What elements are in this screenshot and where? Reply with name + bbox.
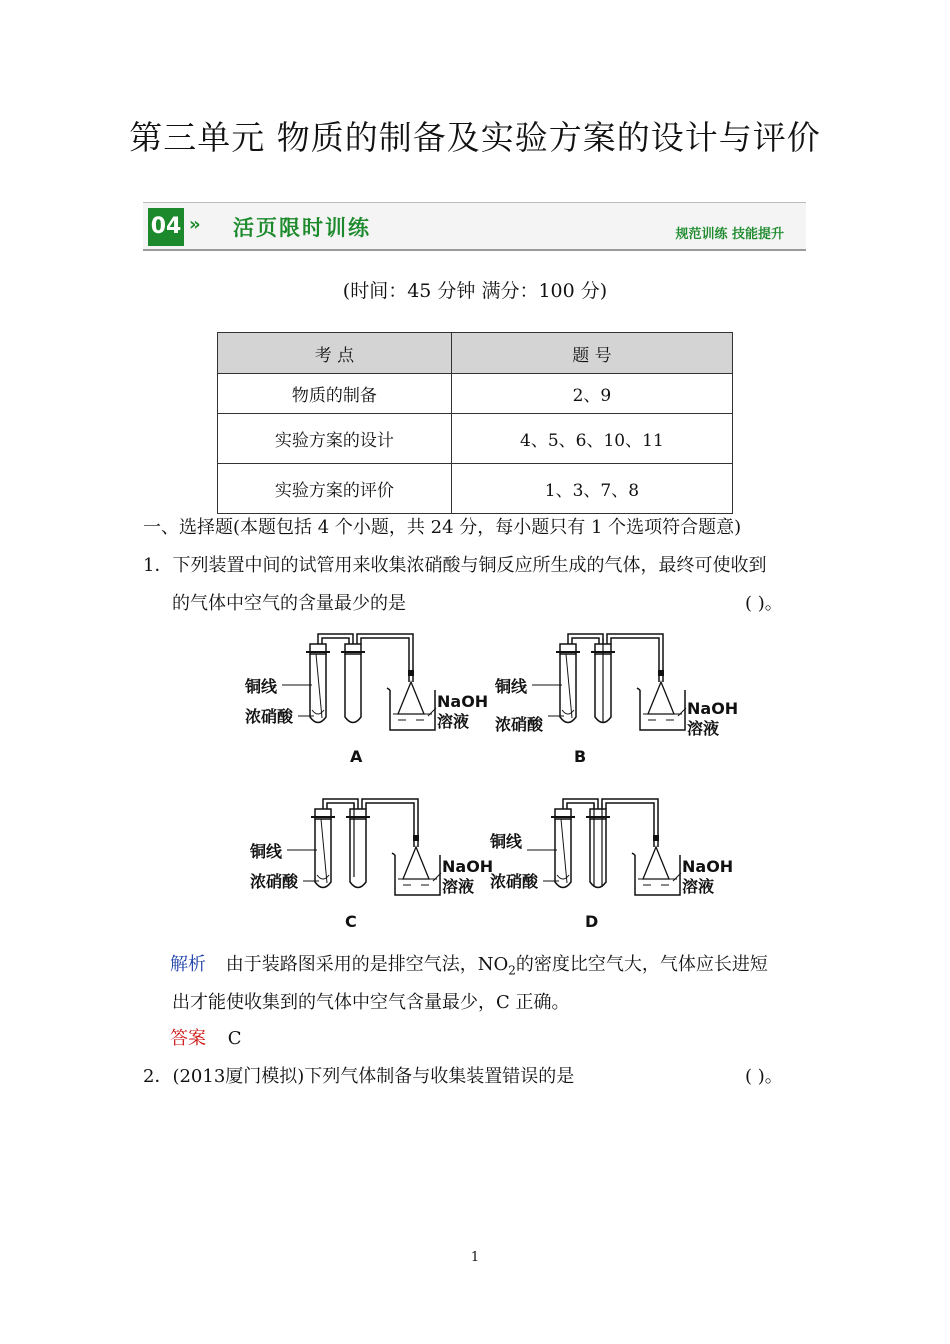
table-cell-numbers: 4、5、6、10、11 xyxy=(451,414,732,464)
topics-table xyxy=(217,332,733,514)
label-copper-wire: 铜线 xyxy=(495,677,528,696)
table-row xyxy=(218,464,733,514)
panel-label-c: C xyxy=(345,912,357,931)
label-conc-nitric-acid: 浓硝酸 xyxy=(250,872,299,891)
label-copper-wire: 铜线 xyxy=(245,677,278,696)
label-naoh: NaOH xyxy=(687,699,739,718)
banner-title: 活页限时训练 xyxy=(233,216,371,240)
label-naoh: NaOH xyxy=(437,692,489,711)
apparatus-figure xyxy=(240,622,740,932)
answer-bracket: ( )。 xyxy=(745,593,783,614)
answer-line xyxy=(170,1024,242,1050)
analysis-line-2: 出才能使收集到的气体中空气含量最少，C 正确。 xyxy=(172,992,570,1013)
table-header: 题 号 xyxy=(451,333,732,374)
table-cell-numbers: 2、9 xyxy=(451,374,732,414)
page-number: 1 xyxy=(470,1250,480,1265)
table-cell-topic: 实验方案的设计 xyxy=(218,414,452,464)
analysis-text: 的密度比空气大，气体应长进短 xyxy=(515,954,768,975)
subscript-2: 2 xyxy=(508,963,516,978)
time-score-line: (时间：45 分钟 满分：100 分) xyxy=(342,280,608,302)
table-row xyxy=(218,414,733,464)
panel-label-b: B xyxy=(574,747,587,766)
table-header-row xyxy=(218,333,733,374)
label-conc-nitric-acid: 浓硝酸 xyxy=(495,715,544,734)
analysis-label: 解析 xyxy=(170,954,206,975)
label-naoh: NaOH xyxy=(442,857,494,876)
label-conc-nitric-acid: 浓硝酸 xyxy=(245,707,294,726)
label-copper-wire: 铜线 xyxy=(250,842,283,861)
banner-subtitle: 规范训练 技能提升 xyxy=(675,227,784,242)
table-cell-topic: 物质的制备 xyxy=(218,374,452,414)
label-solution: 溶液 xyxy=(442,877,475,896)
answer-label: 答案 xyxy=(170,1028,206,1049)
table-row xyxy=(218,374,733,414)
section-banner xyxy=(143,202,806,251)
analysis-text: 由于装路图采用的是排空气法，NO xyxy=(225,954,509,975)
answer-value: C xyxy=(227,1028,242,1049)
section-heading: 一、选择题(本题包括 4 个小题，共 24 分，每小题只有 1 个选项符合题意) xyxy=(143,517,742,538)
panel-label-d: D xyxy=(585,912,599,931)
table-cell-numbers: 1、3、7、8 xyxy=(451,464,732,514)
question-1-line-1: 1．下列装置中间的试管用来收集浓硝酸与铜反应所生成的气体，最终可使收到 xyxy=(143,555,767,576)
table-header: 考 点 xyxy=(218,333,452,374)
banner-badge: 04 xyxy=(148,208,184,246)
label-copper-wire: 铜线 xyxy=(490,832,523,851)
label-solution: 溶液 xyxy=(437,712,470,731)
label-solution: 溶液 xyxy=(687,719,720,738)
page-title: 第三单元 物质的制备及实验方案的设计与评价 xyxy=(129,118,821,157)
question-1-line-2: 的气体中空气的含量最少的是 xyxy=(172,593,406,614)
label-conc-nitric-acid: 浓硝酸 xyxy=(490,872,539,891)
panel-label-a: A xyxy=(350,747,363,766)
banner-arrows-icon: » xyxy=(189,214,201,235)
table-cell-topic: 实验方案的评价 xyxy=(218,464,452,514)
answer-bracket: ( )。 xyxy=(745,1066,783,1087)
label-solution: 溶液 xyxy=(682,877,715,896)
label-naoh: NaOH xyxy=(682,857,734,876)
question-2-line: 2．(2013厦门模拟)下列气体制备与收集装置错误的是 xyxy=(143,1066,575,1087)
analysis-line-1 xyxy=(170,950,768,978)
